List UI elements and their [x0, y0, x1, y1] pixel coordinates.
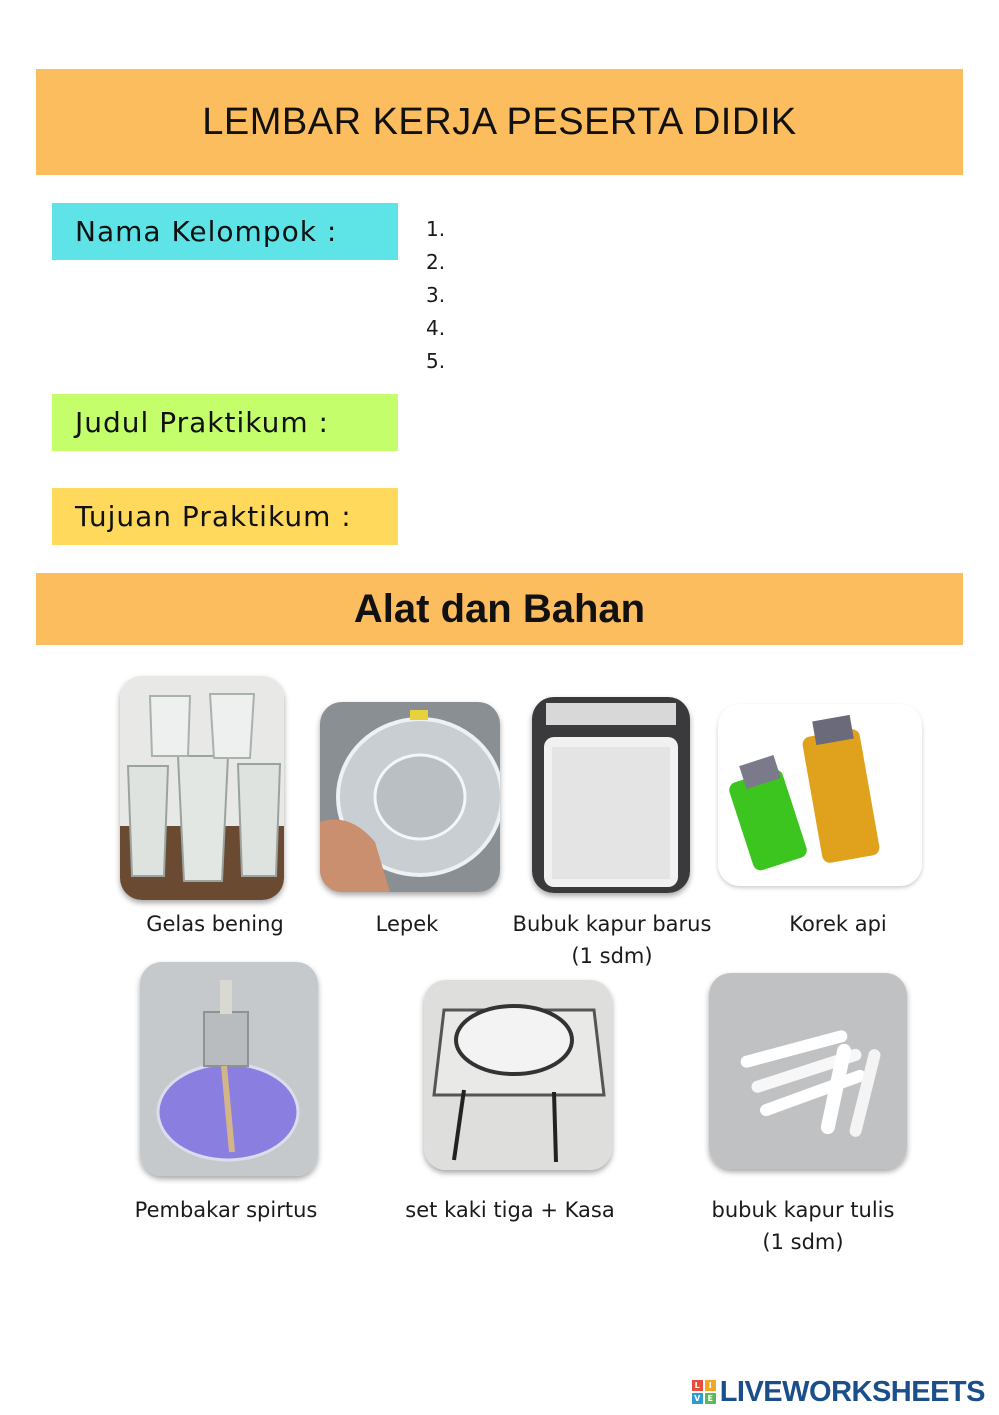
practicum-goal-label-text: Tujuan Praktikum : — [75, 500, 352, 533]
member-line-5[interactable]: 5. — [426, 349, 446, 373]
logo-letter: I — [705, 1380, 716, 1391]
material-label-camphor: Bubuk kapur barus — [512, 912, 712, 936]
material-label-saucer: Lepek — [375, 912, 439, 936]
logo-letter: L — [692, 1380, 703, 1391]
logo-letter: E — [705, 1393, 716, 1404]
practicum-title-label — [52, 394, 398, 451]
worksheet-title-banner — [36, 69, 963, 175]
material-note-chalk: (1 sdm) — [762, 1230, 844, 1254]
liveworksheets-brand: LIVEWORKSHEETS — [719, 1375, 985, 1408]
group-name-label — [52, 203, 398, 260]
worksheet-title: LEMBAR KERJA PESERTA DIDIK — [202, 100, 797, 143]
material-caption — [130, 908, 300, 940]
material-caption — [698, 1194, 908, 1258]
material-caption — [502, 908, 722, 972]
member-line-4[interactable]: 4. — [426, 316, 446, 340]
member-line-1[interactable]: 1. — [426, 217, 446, 241]
group-name-label-text: Nama Kelompok : — [75, 215, 338, 248]
lighter-photo — [718, 704, 922, 886]
material-label-glass: Gelas bening — [146, 912, 284, 936]
material-label-chalk: bubuk kapur tulis — [711, 1198, 895, 1222]
liveworksheets-logo[interactable] — [692, 1375, 985, 1409]
practicum-goal-label — [52, 488, 398, 545]
material-label-burner: Pembakar spirtus — [134, 1198, 318, 1222]
spirit-burner-photo — [140, 962, 318, 1176]
material-caption — [772, 908, 904, 940]
material-label-lighter: Korek api — [789, 912, 887, 936]
material-label-tripod: set kaki tiga + Kasa — [405, 1198, 615, 1222]
camphor-powder-photo — [532, 697, 690, 893]
liveworksheets-logo-icon — [692, 1380, 716, 1404]
tripod-gauze-photo — [424, 980, 612, 1170]
material-caption — [398, 1194, 622, 1226]
material-caption — [120, 1194, 332, 1226]
glass-photo — [120, 676, 284, 900]
material-note-camphor: (1 sdm) — [571, 944, 653, 968]
material-caption — [352, 908, 462, 940]
materials-section-banner — [36, 573, 963, 645]
member-line-3[interactable]: 3. — [426, 283, 446, 307]
practicum-title-label-text: Judul Praktikum : — [75, 406, 329, 439]
chalk-photo — [709, 973, 907, 1169]
member-line-2[interactable]: 2. — [426, 250, 446, 274]
materials-section-title: Alat dan Bahan — [353, 586, 646, 631]
logo-letter: V — [692, 1393, 703, 1404]
saucer-photo — [320, 702, 500, 892]
group-member-list — [426, 213, 445, 378]
